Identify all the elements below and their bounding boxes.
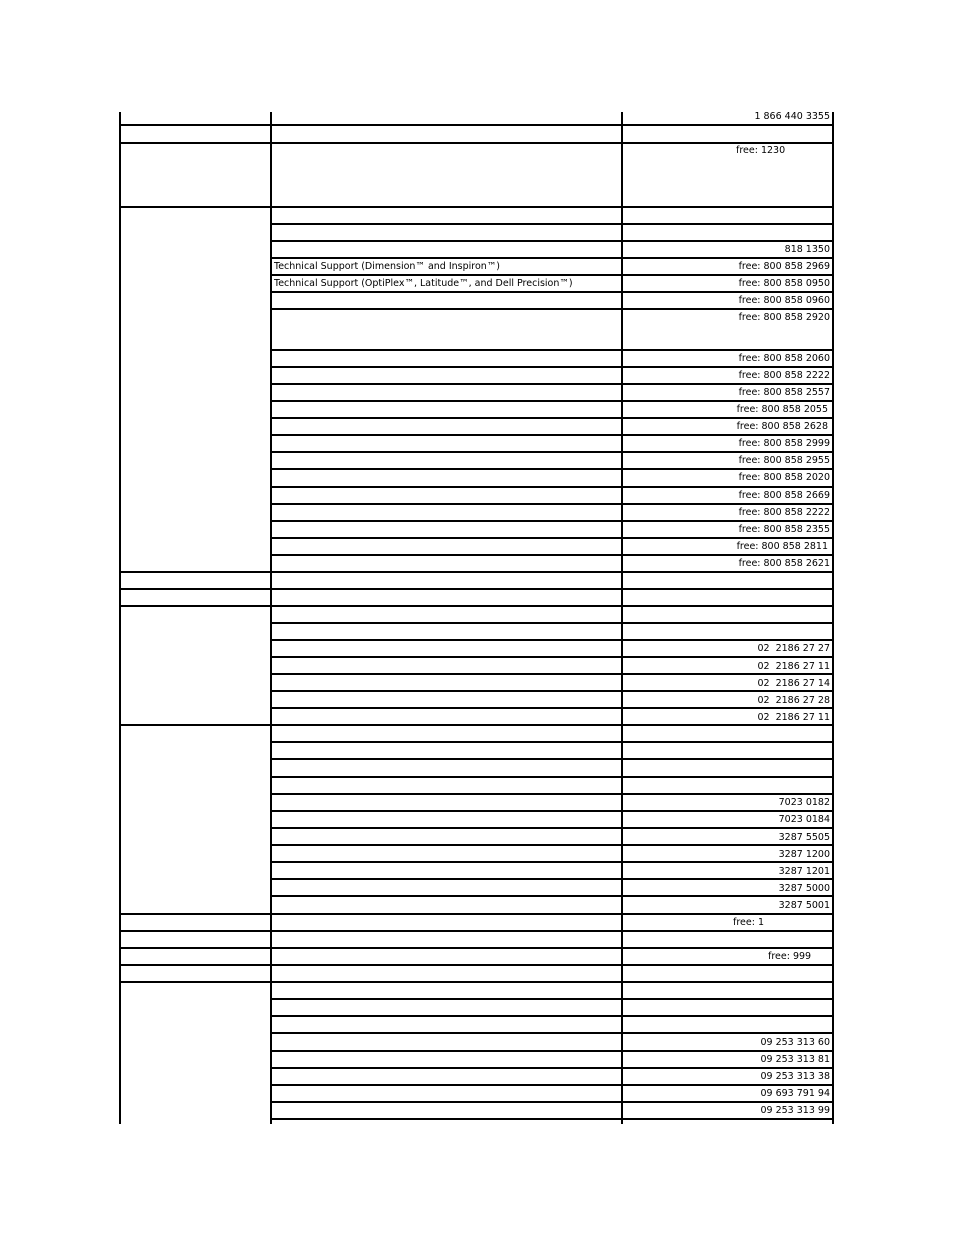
phone-number: 7023 0184 <box>778 814 830 825</box>
row-divider <box>119 981 834 983</box>
subrow-divider <box>270 878 834 880</box>
subrow-divider <box>270 1084 834 1086</box>
subrow-divider <box>270 417 834 419</box>
phone-number: free: 800 858 2999 <box>738 438 830 449</box>
phone-number: free: 800 858 2222 <box>738 370 830 381</box>
subrow-divider <box>270 622 834 624</box>
subrow-divider <box>270 707 834 709</box>
phone-number: 09 253 313 38 <box>760 1071 830 1082</box>
subrow-divider <box>270 1032 834 1034</box>
phone-number: free: 800 858 2969 <box>738 261 830 272</box>
phone-number: 09 253 313 60 <box>760 1037 830 1048</box>
phone-number: free: 800 858 2055 <box>736 404 828 415</box>
phone-number: 09 253 313 99 <box>760 1105 830 1116</box>
row-divider <box>119 124 834 126</box>
phone-number: free: 800 858 2811 <box>736 541 828 552</box>
subrow-divider <box>270 274 834 276</box>
row-divider <box>119 913 834 915</box>
phone-number: 7023 0182 <box>778 797 830 808</box>
subrow-divider <box>270 776 834 778</box>
subrow-divider <box>270 468 834 470</box>
subrow-divider <box>270 844 834 846</box>
subrow-divider <box>270 673 834 675</box>
subrow-divider <box>270 895 834 897</box>
row-divider <box>119 930 834 932</box>
subrow-divider <box>270 349 834 351</box>
phone-number: free: 800 858 2920 <box>738 312 830 323</box>
subrow-divider <box>270 451 834 453</box>
subrow-divider <box>270 656 834 658</box>
subrow-divider <box>270 741 834 743</box>
phone-number: free: 1230 <box>736 145 786 156</box>
subrow-divider <box>270 486 834 488</box>
phone-number: 3287 5505 <box>778 832 830 843</box>
subrow-divider <box>270 366 834 368</box>
subrow-divider <box>270 1101 834 1103</box>
phone-number: free: 800 858 2222 <box>738 507 830 518</box>
phone-number: 02 2186 27 28 <box>757 695 830 706</box>
subrow-divider <box>270 400 834 402</box>
subrow-divider <box>270 308 834 310</box>
row-divider <box>119 964 834 966</box>
phone-number: free: 800 858 2557 <box>738 387 830 398</box>
phone-number: 09 693 791 94 <box>760 1088 830 1099</box>
table-divider-1 <box>270 112 272 1124</box>
phone-number: 818 1350 <box>784 244 830 255</box>
subrow-divider <box>270 810 834 812</box>
row-divider <box>119 947 834 949</box>
phone-number: free: 800 858 2669 <box>738 490 830 501</box>
phone-number: free: 800 858 2020 <box>738 472 830 483</box>
phone-number: 02 2186 27 27 <box>757 643 830 654</box>
phone-number: 02 2186 27 11 <box>757 712 830 723</box>
phone-number: 3287 5001 <box>778 900 830 911</box>
table-border-left <box>119 112 121 1124</box>
row-divider <box>119 724 834 726</box>
row-divider <box>119 206 834 208</box>
subrow-divider <box>270 537 834 539</box>
subrow-divider <box>270 758 834 760</box>
subrow-divider <box>270 383 834 385</box>
phone-number: free: 1 <box>733 917 764 928</box>
row-divider <box>119 142 834 144</box>
subrow-divider <box>270 520 834 522</box>
subrow-divider <box>270 291 834 293</box>
subrow-divider <box>270 827 834 829</box>
service-label: Technical Support (Dimension™ and Inspiron™) <box>274 261 501 272</box>
table-border-right <box>832 112 834 1124</box>
subrow-divider <box>270 257 834 259</box>
phone-number: free: 800 858 0950 <box>738 278 830 289</box>
subrow-divider <box>270 793 834 795</box>
row-divider <box>119 571 834 573</box>
phone-number: 3287 5000 <box>778 883 830 894</box>
subrow-divider <box>270 223 834 225</box>
subrow-divider <box>270 240 834 242</box>
row-divider <box>119 588 834 590</box>
subrow-divider <box>270 434 834 436</box>
phone-number: 3287 1201 <box>778 866 830 877</box>
phone-number: 3287 1200 <box>778 849 830 860</box>
phone-number: free: 999 <box>768 951 812 962</box>
phone-number: free: 800 858 2628 <box>736 421 828 432</box>
subrow-divider <box>270 554 834 556</box>
phone-number: free: 800 858 2355 <box>738 524 830 535</box>
subrow-divider <box>270 639 834 641</box>
service-label: Technical Support (OptiPlex™, Latitude™, and Dell Precision™) <box>274 278 573 289</box>
subrow-divider <box>270 690 834 692</box>
subrow-divider <box>270 1015 834 1017</box>
phone-number: 1 866 440 3355 <box>754 111 830 122</box>
phone-number: free: 800 858 2060 <box>738 353 830 364</box>
row-divider <box>119 605 834 607</box>
phone-number: 02 2186 27 14 <box>757 678 830 689</box>
subrow-divider <box>270 1067 834 1069</box>
subrow-divider <box>270 1118 834 1120</box>
phone-number: free: 800 858 0960 <box>738 295 830 306</box>
subrow-divider <box>270 998 834 1000</box>
phone-number: 02 2186 27 11 <box>757 661 830 672</box>
subrow-divider <box>270 861 834 863</box>
phone-number: 09 253 313 81 <box>760 1054 830 1065</box>
phone-number: free: 800 858 2955 <box>738 455 830 466</box>
phone-number: free: 800 858 2621 <box>738 558 830 569</box>
subrow-divider <box>270 1050 834 1052</box>
subrow-divider <box>270 503 834 505</box>
